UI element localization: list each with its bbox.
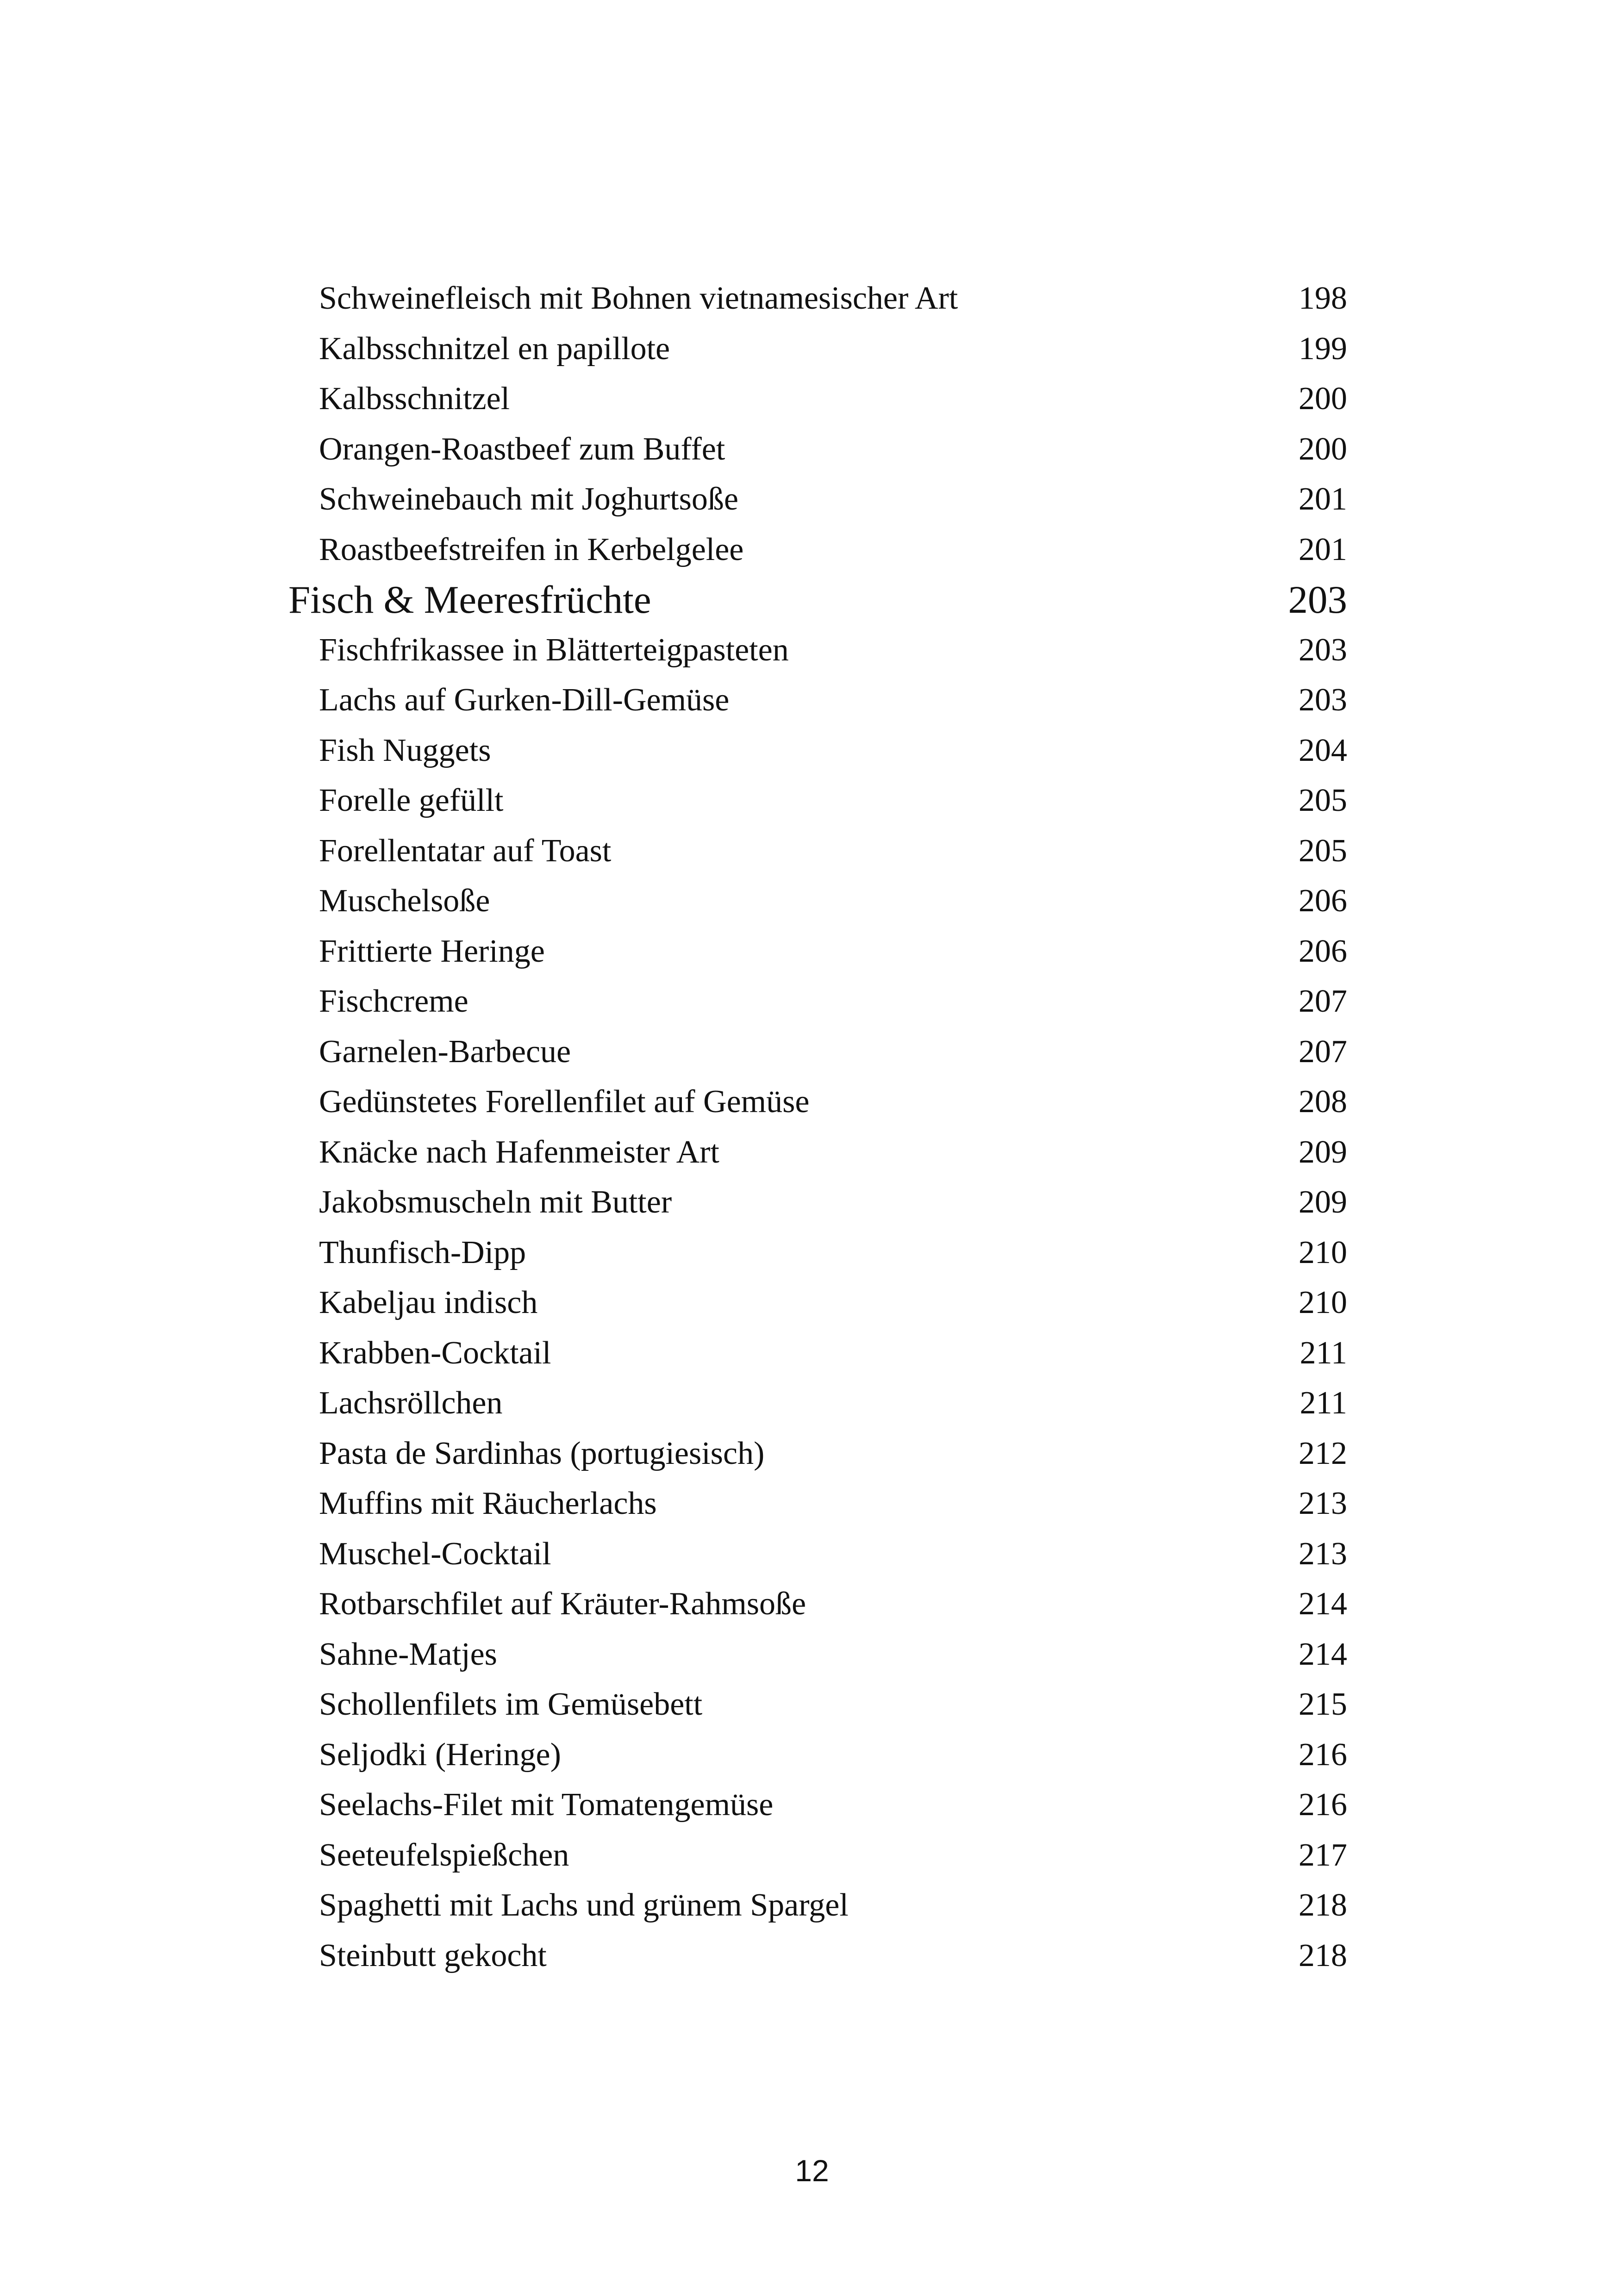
toc-entry-title: Fischcreme [319,983,468,1019]
toc-entry-page: 207 [1299,1033,1347,1070]
toc-entry-title: Forellentatar auf Toast [319,833,612,869]
toc-entry [0,927,1624,977]
toc-entry-title: Sahne-Matjes [319,1636,497,1672]
toc-entry-page: 201 [1299,531,1347,567]
toc-entry-title: Fish Nuggets [319,732,491,768]
toc-entry-page: 199 [1299,330,1347,367]
toc-entry-page: 200 [1299,431,1347,467]
toc-entry-title: Lachsröllchen [319,1385,503,1421]
toc-entry-page: 201 [1299,481,1347,517]
page-number: 12 [795,2153,829,2188]
toc-entry [0,1479,1624,1529]
toc-entry-page: 210 [1299,1234,1347,1270]
toc-entry-title: Schweinefleisch mit Bohnen vietnamesischer Art [319,280,958,316]
toc-entry-page: 217 [1299,1837,1347,1873]
toc-entry [0,1077,1624,1127]
toc-entry-title: Forelle gefüllt [319,783,504,818]
toc-entry [0,675,1624,725]
toc-entry-title: Orangen-Roastbeef zum Buffet [319,431,725,467]
toc-entry [0,1228,1624,1278]
toc-entry-title: Frittierte Heringe [319,933,545,969]
toc-entry [0,1177,1624,1227]
toc-entry-page: 212 [1299,1435,1347,1471]
toc-entry-title: Seeteufelspießchen [319,1837,569,1873]
toc-entry [0,726,1624,776]
toc-entry-page: 206 [1299,883,1347,919]
toc-entry-page: 218 [1299,1937,1347,1973]
toc-entry-page: 214 [1299,1636,1347,1672]
toc-entry-page: 216 [1299,1736,1347,1773]
toc-entry-title: Kabeljau indisch [319,1285,538,1320]
toc-entry [0,1931,1624,1981]
toc-entry-page: 198 [1299,280,1347,316]
toc-entry-title: Muffins mit Räucherlachs [319,1486,657,1521]
toc-entry [0,1027,1624,1077]
toc-entry-title: Muschelsoße [319,883,490,919]
toc-entry-title: Steinbutt gekocht [319,1937,547,1973]
toc-entry-title: Seelachs-Filet mit Tomatengemüse [319,1787,774,1823]
toc-entry [0,1529,1624,1579]
toc-entry-title: Kalbsschnitzel [319,381,510,417]
toc-entry [0,525,1624,575]
toc-entry-title: Thunfisch-Dipp [319,1234,526,1270]
toc-entry [0,1378,1624,1428]
toc-entry [0,324,1624,374]
toc-entry-page: 200 [1299,381,1347,417]
toc-entry-title: Rotbarschfilet auf Kräuter-Rahmsoße [319,1586,806,1622]
toc-entry-title: Seljodki (Heringe) [319,1736,561,1773]
toc-entry-page: 204 [1299,732,1347,768]
toc-entry-page: 211 [1299,1335,1347,1371]
toc-entry [0,876,1624,926]
toc-entry-page: 218 [1299,1887,1347,1923]
toc-entry-title: Garnelen-Barbecue [319,1033,571,1070]
toc-entry-page: 216 [1299,1787,1347,1823]
toc-entry-page: 205 [1299,783,1347,818]
toc-section-heading [0,575,1624,625]
toc-entry [0,1278,1624,1328]
toc-entry-page: 209 [1299,1134,1347,1170]
toc-entry-page: 211 [1299,1385,1347,1421]
toc-entry-title: Muschel-Cocktail [319,1536,551,1572]
toc-entry [0,374,1624,424]
toc-entry [0,977,1624,1027]
toc-entry [0,1429,1624,1479]
toc-entry [0,826,1624,876]
toc-entry-title: Kalbsschnitzel en papillote [319,330,670,367]
toc-entry [0,474,1624,524]
toc-entry [0,1780,1624,1830]
toc-entry [0,776,1624,826]
toc-entry-title: Fischfrikassee in Blätterteigpasteten [319,632,789,668]
toc-entry [0,625,1624,675]
toc-entry [0,424,1624,474]
toc-entry [0,1680,1624,1730]
toc-entry [0,1830,1624,1880]
toc-entry-title: Krabben-Cocktail [319,1335,551,1371]
toc-entry-page: 213 [1299,1536,1347,1572]
toc-entry-title: Schollenfilets im Gemüsebett [319,1686,703,1722]
toc-entry [0,1328,1624,1378]
toc-entry-title: Pasta de Sardinhas (portugiesisch) [319,1435,765,1471]
toc-entry-title: Schweinebauch mit Joghurtsoße [319,481,738,517]
toc-entry-title: Jakobsmuscheln mit Butter [319,1184,672,1220]
toc-entry-title: Roastbeefstreifen in Kerbelgelee [319,531,744,567]
toc-entry-title: Gedünstetes Forellenfilet auf Gemüse [319,1084,810,1120]
toc-entry-title: Fisch & Meeresfrüchte [288,578,651,622]
toc-entry-page: 207 [1299,983,1347,1019]
toc-entry-title: Lachs auf Gurken-Dill-Gemüse [319,682,730,718]
toc-entry [0,1730,1624,1780]
toc-entry [0,274,1624,324]
toc-entry-title: Knäcke nach Hafenmeister Art [319,1134,719,1170]
toc-entry [0,1127,1624,1177]
toc-entry-page: 205 [1299,833,1347,869]
toc-entry-page: 203 [1299,632,1347,668]
toc-entry-page: 214 [1299,1586,1347,1622]
toc-entry [0,1880,1624,1930]
toc-entry-page: 210 [1299,1285,1347,1320]
toc-entry-page: 215 [1299,1686,1347,1722]
toc-entry-page: 206 [1299,933,1347,969]
toc-entry-page: 208 [1299,1084,1347,1120]
toc-entry-page: 213 [1299,1486,1347,1521]
toc-entry-page: 203 [1299,682,1347,718]
toc-entry-page: 203 [1288,578,1347,622]
toc-entry [0,1579,1624,1629]
toc-entry-page: 209 [1299,1184,1347,1220]
toc-entry-title: Spaghetti mit Lachs und grünem Spargel [319,1887,849,1923]
toc-entry [0,1630,1624,1680]
